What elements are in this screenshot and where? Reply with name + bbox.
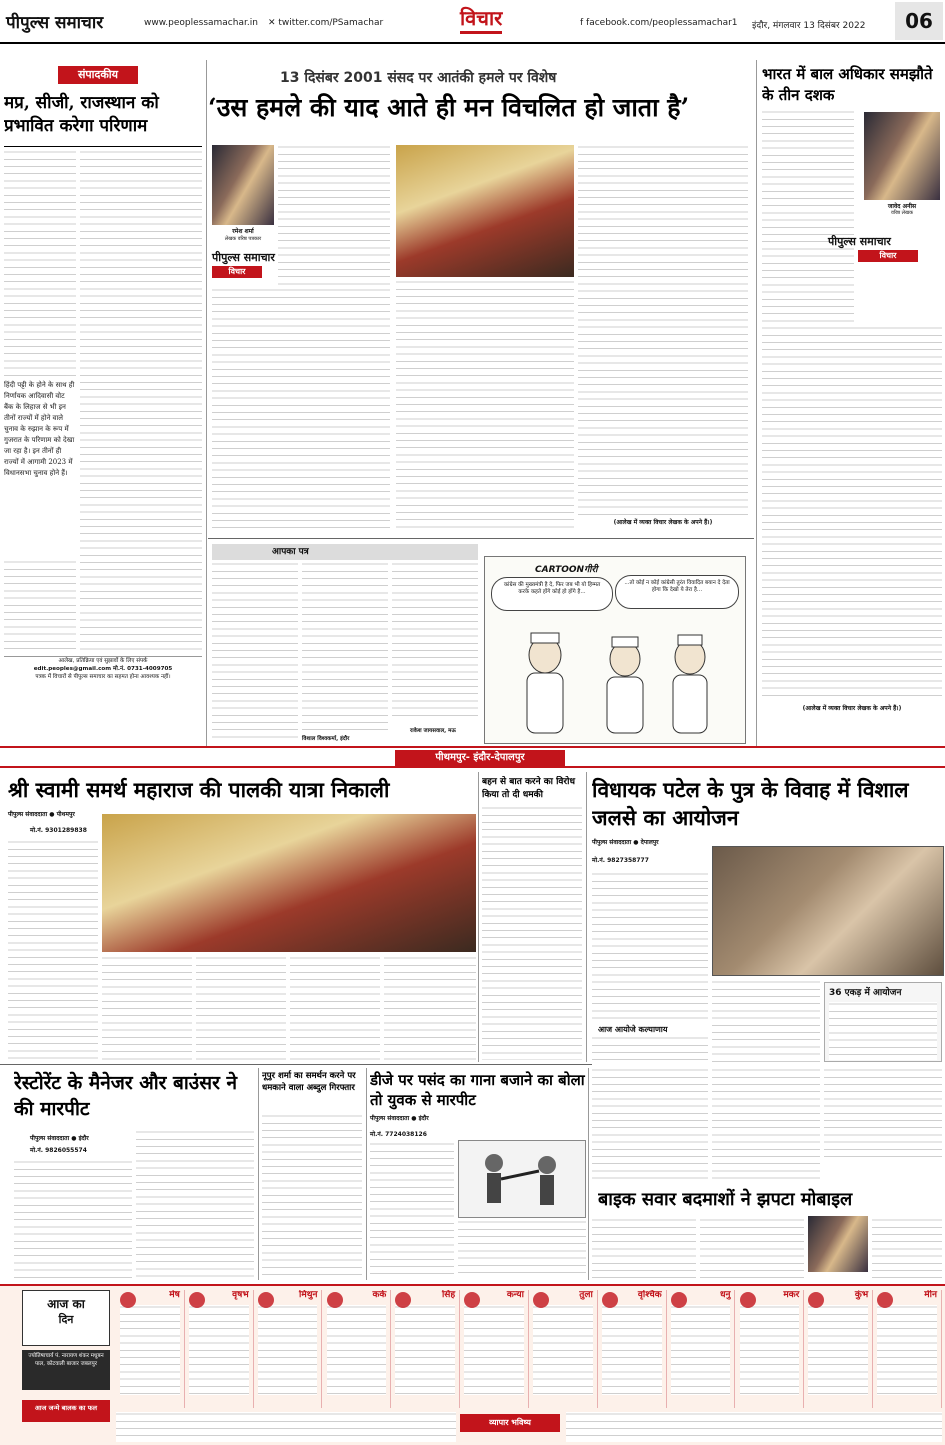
- story6-byline: पीपुल्स संवाददाता ● इंदौर: [370, 1115, 429, 1122]
- right-col-title: भारत में बाल अधिकार समझौते के तीन दशक: [762, 65, 933, 104]
- speech-bubble-2: ...तो कोई न कोई कांग्रेसी तुरंत विवादित बयान दे देता होगा कि देखो ये तेरा है...: [615, 575, 739, 609]
- wedding-photo: [712, 846, 944, 976]
- rashi-name: मिथुन: [299, 1290, 318, 1300]
- story3-headline: विधायक पटेल के पुत्र के विवाह में विशाल जलसे का आयोजन: [592, 777, 909, 830]
- rashi-4: [391, 1290, 460, 1408]
- right-col-footnote: (आलेख में व्यक्त विचार लेखक के अपने हैं।): [802, 705, 902, 712]
- editorial-title: मप्र, सीजी, राजस्थान को प्रभावित करेगा परिणाम: [4, 93, 159, 136]
- vyapar-text: [566, 1412, 942, 1442]
- rashi-name: धनु: [719, 1290, 731, 1300]
- story1-mobile: मो.नं. 9301289838: [30, 827, 87, 834]
- editorial-label: संपादकीय: [58, 66, 138, 84]
- letter-2-sign: विशाल विश्वकर्मा, इंदौर: [302, 736, 350, 742]
- special-body-3: [396, 280, 574, 530]
- story7-headline: बाइक सवार बदमाशों ने झपटा मोबाइल: [598, 1189, 853, 1210]
- story4-byline: पीपुल्स संवाददाता ● इंदौर: [30, 1135, 89, 1142]
- rashi-name: मेष: [169, 1290, 180, 1300]
- letter-2: [302, 562, 388, 732]
- story6-body-1: [370, 1142, 454, 1278]
- story4-body-1: [14, 1160, 132, 1278]
- zodiac-icon: [189, 1292, 205, 1308]
- story3-body-1: [592, 872, 708, 1022]
- story4-headline: रेस्टोरेंट के मैनेजर और बाउंसर ने की मारपीट: [14, 1072, 237, 1120]
- letter-1: [212, 562, 298, 742]
- logo: पीपुल्स समाचार: [6, 13, 104, 33]
- letter-3: [392, 562, 478, 722]
- editorial-body-left2: [4, 560, 76, 650]
- editorial-sidebar-quote: हिंदी पट्टी के होने के साथ ही निर्णायक आदिवासी वोट बैंक के लिहाज से भी इन तीनों राज्यों में होने वाले चुनाव के रुझान के रूप में गुजरात के परिणाम को देखा जा रहा है। इन तीनों ही राज्यों में आगामी 2023 में विधानसभा चुनाव होने हैं।: [4, 381, 75, 477]
- story2-headline: बहन से बात करने का विरोध किया तो दी धमकी: [482, 777, 575, 800]
- local-section-band: [0, 746, 945, 768]
- story6-headline: डीजे पर पसंद का गाना बजाने का बोला तो युवक से मारपीट: [370, 1071, 585, 1109]
- letters-title: आपका पत्र: [212, 544, 478, 560]
- rashi-3: [323, 1290, 392, 1408]
- facebook-link[interactable]: f facebook.com/peoplessamachar1: [580, 18, 738, 28]
- story2-body: [482, 806, 582, 1060]
- story1-body-2: [102, 956, 192, 1060]
- rashi-name: कर्क: [372, 1290, 387, 1300]
- story3-continuation: [592, 1068, 708, 1184]
- rashi-10: [804, 1290, 873, 1408]
- story1-body-1: [8, 840, 98, 1060]
- aaj-ka-label: आज का: [47, 1297, 85, 1311]
- author-name: रमेश शर्मा: [232, 228, 254, 235]
- dateline: इंदौर, मंगलवार 13 दिसंबर 2022: [752, 21, 866, 31]
- rashi-name: वृषभ: [232, 1290, 249, 1300]
- inline-logo: पीपुल्स समाचार: [212, 251, 275, 264]
- rashi-1: [185, 1290, 254, 1408]
- author-role: लेखक वरिष्ठ पत्रकार: [224, 236, 262, 242]
- special-body-2: [212, 288, 390, 534]
- story4-mobile: मो.नं. 9826055574: [30, 1147, 87, 1154]
- vyapar-bhavishya-label: व्यापार भविष्य: [460, 1414, 560, 1432]
- rashi-name: मीन: [924, 1290, 937, 1300]
- right-author-role: वरिष्ठ लेखक: [891, 210, 913, 216]
- story6-mobile: मो.नं. 7724038126: [370, 1131, 427, 1138]
- story1-byline: पीपुल्स संवाददाता ● पीथमपुर: [8, 811, 75, 818]
- story3-byline: पीपुल्स संवाददाता ● देपालपुर: [592, 839, 659, 846]
- story7-body-3: [872, 1218, 942, 1278]
- story1-body-3: [196, 956, 286, 1060]
- author-photo: [212, 145, 274, 225]
- cartoon-title: CARTOONगीरी: [535, 565, 598, 575]
- editorial-body-left: [4, 150, 76, 378]
- rashi-name: मकर: [783, 1290, 800, 1300]
- facebook-icon: f: [580, 18, 587, 28]
- cartoon-panel: [484, 556, 746, 744]
- letter-3-sign: राकेश जायसवाल, मऊ: [410, 728, 456, 734]
- right-inline-logo: पीपुल्स समाचार: [828, 235, 891, 248]
- bike-photo: [808, 1216, 868, 1272]
- fight-graphic: [459, 1141, 585, 1217]
- story7-body-2: [700, 1218, 804, 1278]
- birthday-label: आज जन्मे बालक का फल: [22, 1400, 110, 1422]
- rashi-name: तुला: [579, 1290, 593, 1300]
- right-col-body-2: [762, 326, 942, 702]
- rashi-name: कन्या: [506, 1290, 524, 1300]
- zodiac-icon: [258, 1292, 274, 1308]
- rashi-8: [667, 1290, 736, 1408]
- special-kicker: 13 दिसंबर 2001 संसद पर आतंकी हमले पर विशेष: [280, 70, 557, 86]
- parliament-photo: [396, 145, 574, 277]
- zodiac-icon: [120, 1292, 136, 1308]
- aaj-ka-din-box: [22, 1290, 110, 1346]
- story3-body-3: [592, 1036, 708, 1066]
- story3-subhead: आज आयोजे कल्याणाय: [598, 1025, 668, 1034]
- rashi-name: कुंभ: [854, 1290, 869, 1300]
- rashi-2: [254, 1290, 323, 1408]
- story1-headline: श्री स्वामी समर्थ महाराज की पालकी यात्रा निकाली: [8, 777, 390, 802]
- rashi-name: वृश्चिक: [637, 1290, 662, 1300]
- story3-continuation-2: [712, 1068, 820, 1184]
- special-body-4: [578, 145, 748, 517]
- special-headline: ‘उस हमले की याद आते ही मन विचलित हो जाता है’: [208, 93, 690, 122]
- story5-headline: नूपुर शर्मा का समर्थन करने पर धमकाने वाला अब्दुल गिरफ्तार: [262, 1071, 356, 1093]
- palki-yatra-photo: [102, 814, 476, 952]
- astrologer-credit: ज्योतिषाचार्य पं. नारायण शंकर मधुबन पाल, कोटवाली बाजार जबलपुर: [22, 1350, 110, 1390]
- rashi-6: [529, 1290, 598, 1408]
- right-col-body-1: [762, 110, 854, 322]
- zodiac-icon: [671, 1292, 687, 1308]
- special-footnote: (आलेख में व्यक्त विचार लेखक के अपने हैं।): [613, 519, 713, 526]
- zodiac-icon: [740, 1292, 756, 1308]
- cartoon-drawing: [485, 615, 745, 743]
- rashi-7: [598, 1290, 667, 1408]
- rashi-11: [873, 1290, 942, 1408]
- masthead: [0, 0, 945, 44]
- rashi-9: [736, 1290, 805, 1408]
- right-vichar-badge: विचार: [858, 250, 918, 262]
- story6-body-2: [458, 1220, 586, 1278]
- local-section-title: पीथमपुर- इंदौर-देपालपुर: [395, 750, 565, 766]
- rashifal-grid: [116, 1290, 942, 1408]
- story3-infobox: [824, 982, 942, 1062]
- twitter-icon: ✕: [268, 18, 279, 28]
- editorial-footer: आलेख, प्रतिक्रिया एवं सुझावों के लिए संपर्क edit.peoples@gmail.com मो.नं. 0731-4009705 पत्रक में विचारों से पीपुल्स समाचार का सहमत होना आवश्यक नहीं।: [4, 656, 202, 704]
- din-label: दिन: [58, 1313, 74, 1326]
- special-body-1: [278, 145, 390, 285]
- story3-infobox-title: 36 एकड़ में आयोजन: [829, 988, 902, 998]
- story7-body-1: [592, 1218, 696, 1278]
- story3-body-2: [712, 980, 820, 1062]
- dj-fight-illustration: [458, 1140, 586, 1218]
- right-author-name: जावेद अनीस: [887, 203, 917, 210]
- website-link[interactable]: www.peoplessamachar.in: [144, 18, 258, 28]
- zodiac-icon: [327, 1292, 343, 1308]
- rashi-name: सिंह: [441, 1290, 456, 1300]
- story3-mobile: मो.नं. 9827358777: [592, 857, 649, 864]
- rashi-5: [460, 1290, 529, 1408]
- rashi-0: [116, 1290, 185, 1408]
- story1-body-5: [384, 956, 476, 1060]
- zodiac-icon: [533, 1292, 549, 1308]
- page-number: 06: [895, 2, 943, 40]
- zodiac-icon: [602, 1292, 618, 1308]
- section-title: विचार: [460, 4, 502, 34]
- twitter-link[interactable]: ✕ twitter.com/PSamachar: [268, 18, 384, 28]
- vichar-badge: विचार: [212, 266, 262, 278]
- story4-body-2: [136, 1130, 254, 1278]
- story5-body: [262, 1114, 362, 1278]
- story1-body-4: [290, 956, 380, 1060]
- editorial-body: [80, 150, 202, 650]
- speech-bubble-1: कांग्रेस की मुख्यमंत्री है दे, फिर जब भी यो हिम्मत करके कहते होंगे कोई हो होंगे है...: [491, 577, 613, 611]
- story3-continuation-3: [824, 1068, 942, 1158]
- right-author-photo: [864, 112, 940, 200]
- birthday-text: [116, 1412, 456, 1442]
